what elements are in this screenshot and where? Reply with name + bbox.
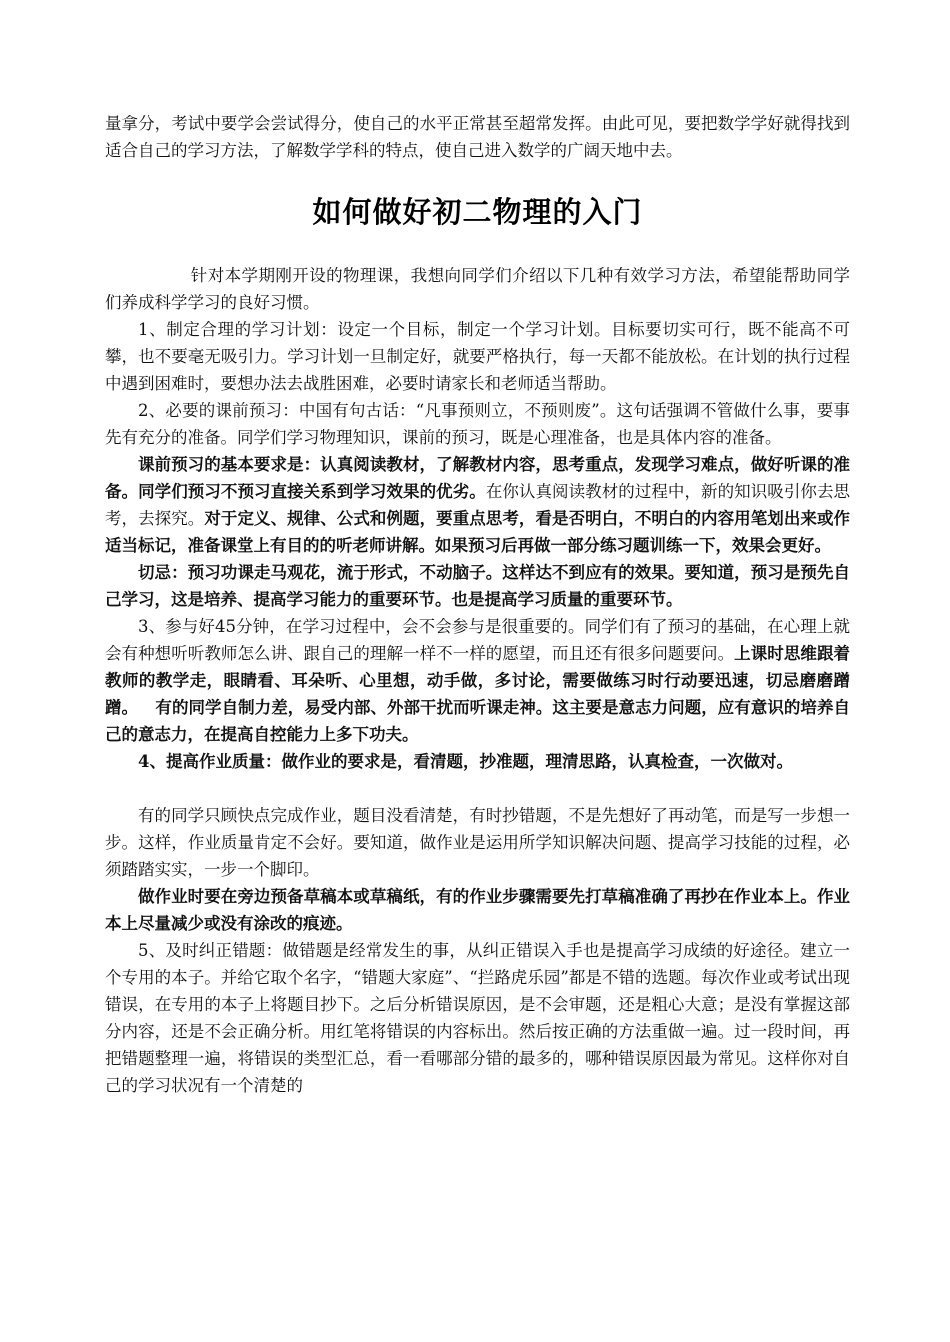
- participation-bold: 上课时思维跟着教师的教学走，眼睛看、耳朵听、心里想，动手做，多讨论，需要做练习时行动要迅速，切忌磨磨蹭蹭。 有的同学自制力差，易受内部、外部干扰而听课走神。这主要是意志力问题，应有意识的培养自己的意志力，在提高自控能力上多下功夫。: [105, 644, 851, 744]
- participation-normal: 3、参与好45分钟，在学习过程中，会不会参与是很重要的。同学们有了预习的基础，在心理上就会有种想听听教师怎么讲、跟自己的理解一样不一样的愿望，而且还有很多问题要问。: [105, 617, 850, 663]
- paragraph-draft-paper: 做作业时要在旁边预备草稿本或草稿纸，有的作业步骤需要先打草稿准确了再抄在作业本上。作业本上尽量减少或没有涂改的痕迹。: [105, 887, 850, 933]
- intro-paragraph: 量拿分，考试中要学会尝试得分，使自己的水平正常甚至超常发挥。由此可见，要把数学学好就得找到适合自己的学习方法，了解数学学科的特点，使自己进入数学的广阔天地中去。: [105, 114, 850, 160]
- section-title: 如何做好初二物理的入门: [312, 195, 643, 229]
- preview-requirements-bold: 课前预习的基本要求是：认真阅读教材，了解教材内容，思考重点，发现学习难点，做好听课的准备。同学们预习不预习直接关系到学习效果的优劣。: [105, 455, 850, 501]
- paragraph-caution: 切忌：预习功课走马观花，流于形式，不动脑子。这样达不到应有的效果。要知道，预习是预先自己学习，这是培养、提高学习能力的重要环节。也是提高学习质量的重要环节。: [105, 563, 850, 609]
- paragraph-preview-requirements: [105, 451, 850, 559]
- paragraph-homework-habits: 有的同学只顾快点完成作业，题目没看清楚，有时抄错题，不是先想好了再动笔，而是写一步想一步。这样，作业质量肯定不会好。要知道，做作业是运用所学知识解决问题、提高学习技能的过程，必须踏踏实实，一步一个脚印。: [105, 806, 850, 879]
- preview-requirements-normal: 在你认真阅读教材的过程中，新的知识吸引你去思考，去探究。: [105, 482, 851, 528]
- paragraph-preview: 2、必要的课前预习：中国有句古话：“凡事预则立，不预则废”。这句话强调不管做什么事，要事先有充分的准备。同学们学习物理知识，课前的预习，既是心理准备，也是具体内容的准备。: [105, 401, 850, 447]
- paragraph-study-plan: 1、制定合理的学习计划：设定一个目标，制定一个学习计划。目标要切实可行，既不能高不可攀，也不要毫无吸引力。学习计划一旦制定好，就要严格执行，每一天都不能放松。在计划的执行过程中遇到困难时，要想办法去战胜困难，必要时请家长和老师适当帮助。: [105, 320, 850, 393]
- paragraph-correct-errors: 5、及时纠正错题：做错题是经常发生的事，从纠正错误入手也是提高学习成绩的好途径。建立一个专用的本子。并给它取个名字，“错题大家庭”、“拦路虎乐园”都是不错的选题。每次作业或考试出现错误，在专用的本子上将题目抄下。之后分析错误原因，是不会审题，还是粗心大意；是没有掌握这部分内容，还是不会正确分析。用红笔将错误的内容标出。然后按正确的方法重做一遍。过一段时间，再把错题整理一遍，将错误的类型汇总，看一看哪部分错的最多的，哪种错误原因最为常见。这样你对自己的学习状况有一个清楚的: [105, 941, 850, 1095]
- paragraph-homework-quality: [105, 748, 850, 775]
- opening-paragraph: 针对本学期刚开设的物理课，我想向同学们介绍以下几种有效学习方法，希望能帮助同学们养成科学学习的良好习惯。: [105, 266, 850, 312]
- paragraph-participation: [105, 613, 850, 748]
- homework-quality-bold: 提高作业质量：做作业的要求是，看清题，抄准题，理清思路，认真检查，一次做对。: [165, 752, 793, 771]
- blank-line: [105, 775, 850, 802]
- preview-requirements-bold-2: 对于定义、规律、公式和例题，要重点思考，看是否明白，不明白的内容用笔划出来或作适当标记，准备课堂上有目的的听老师讲解。如果预习后再做一部分练习题训练一下，效果会更好。: [105, 509, 851, 555]
- document-page: [105, 110, 850, 1099]
- homework-quality-number: 4、: [138, 752, 166, 771]
